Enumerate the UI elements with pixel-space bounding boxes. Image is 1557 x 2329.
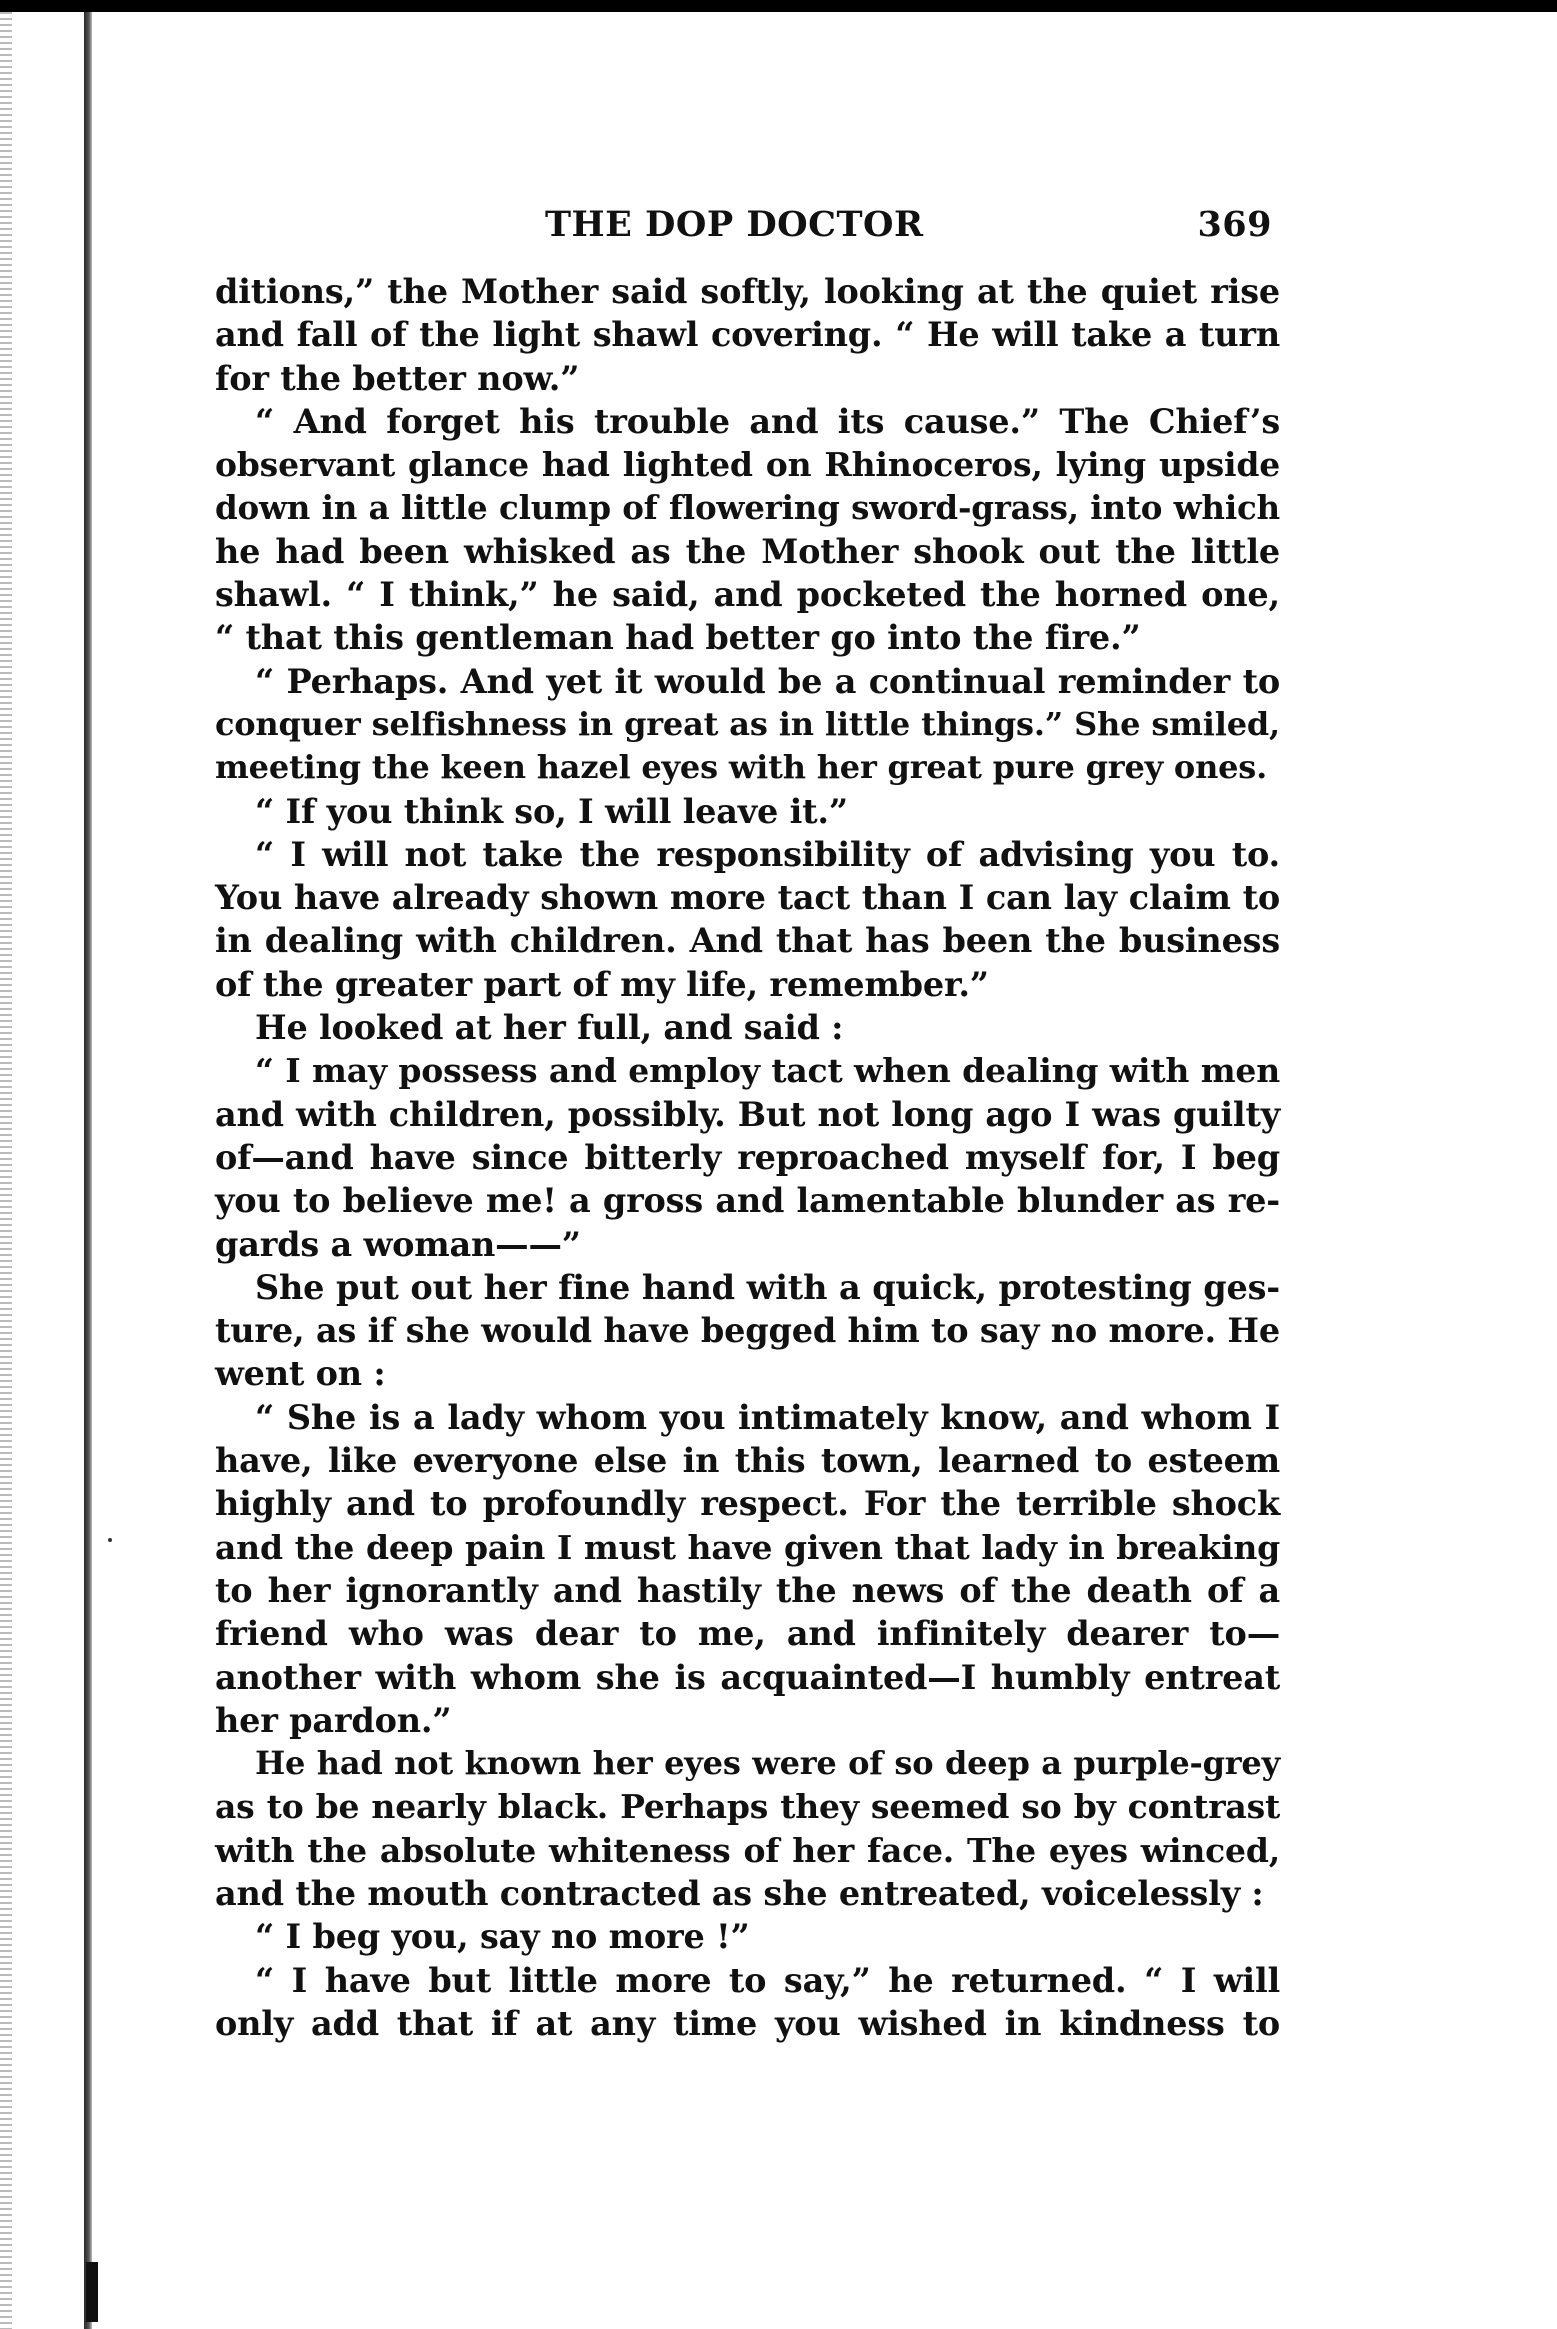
text-line: “ If you think so, I will leave it.” <box>255 791 848 831</box>
text-line: highly and to profoundly respect. For the terrible shock <box>215 1484 1280 1524</box>
text-line: another with whom she is acquainted—I humbly entreat <box>215 1657 1280 1697</box>
running-header <box>215 204 1280 254</box>
text-line: conquer selfishness in great as in little things.” She smiled, <box>215 704 1280 743</box>
text-line: only add that if at any time you wished in kindness to <box>215 2003 1280 2043</box>
binding-blot <box>86 2262 98 2322</box>
text-line: “ I may possess and employ tact when dealing with men <box>255 1051 1280 1091</box>
text-line: “ I will not take the responsibility of advising you to. <box>255 834 1280 874</box>
text-line: he had been whisked as the Mother shook out the little <box>215 531 1280 571</box>
binding-shadow <box>0 12 12 2329</box>
text-line: and the mouth contracted as she entreated, voicelessly : <box>215 1873 1264 1913</box>
text-line: He had not known her eyes were of so deep a purple-grey <box>255 1744 1280 1783</box>
text-line: ditions,” the Mother said softly, looking at the quiet rise <box>215 272 1280 311</box>
text-line: down in a little clump of flowering sword-grass, into which <box>215 488 1280 528</box>
text-line: as to be nearly black. Perhaps they seemed so by contrast <box>215 1787 1280 1827</box>
text-line: friend who was dear to me, and infinitely dearer to— <box>215 1614 1280 1654</box>
text-line: He looked at her full, and said : <box>255 1008 844 1048</box>
text-line: have, like everyone else in this town, learned to esteem <box>215 1441 1280 1481</box>
text-line: observant glance had lighted on Rhinoceros, lying upside <box>215 445 1280 485</box>
text-line: with the absolute whiteness of her face. The eyes winced, <box>215 1830 1280 1870</box>
text-line: of—and have since bitterly reproached myself for, I beg <box>215 1137 1280 1177</box>
text-line: “ I have but little more to say,” he returned. “ I will <box>255 1960 1280 2000</box>
text-line: of the greater part of my life, remember.” <box>215 964 989 1004</box>
text-line: gards a woman——” <box>215 1224 581 1264</box>
text-line: in dealing with children. And that has been the business <box>215 921 1280 961</box>
page-gutter-edge <box>84 12 92 2329</box>
scan-speck <box>108 1538 112 1542</box>
page-top-edge <box>0 0 1557 12</box>
running-title: THE DOP DOCTOR <box>545 204 924 245</box>
text-line: meeting the keen hazel eyes with her great pure grey ones. <box>215 748 1268 787</box>
text-line: You have already shown more tact than I can lay claim to <box>215 878 1280 918</box>
text-line: “ And forget his trouble and its cause.” The Chief’s <box>255 401 1280 441</box>
text-line: “ She is a lady whom you intimately know, and whom I <box>255 1397 1280 1437</box>
text-line: She put out her fine hand with a quick, protesting ges- <box>255 1267 1280 1307</box>
page-number: 369 <box>1197 204 1272 245</box>
text-line: for the better now.” <box>215 358 580 398</box>
text-line: to her ignorantly and hastily the news of the death of a <box>215 1570 1280 1610</box>
text-line: and the deep pain I must have given that lady in breaking <box>215 1527 1280 1567</box>
text-line: you to believe me! a gross and lamentable blunder as re- <box>215 1181 1280 1221</box>
text-line: “ that this gentleman had better go into the fire.” <box>215 618 1141 658</box>
text-line: and fall of the light shawl covering. “ He will take a turn <box>215 315 1280 355</box>
text-line: and with children, possibly. But not long ago I was guilty <box>215 1094 1280 1134</box>
text-line: ture, as if she would have begged him to say no more. He <box>215 1311 1280 1351</box>
text-line: “ I beg you, say no more !” <box>255 1917 750 1957</box>
text-line: her pardon.” <box>215 1700 452 1740</box>
body-text <box>215 270 1280 2045</box>
text-line: “ Perhaps. And yet it would be a continual reminder to <box>255 661 1280 701</box>
text-line: went on : <box>215 1354 386 1394</box>
text-line: shawl. “ I think,” he said, and pocketed the horned one, <box>215 575 1280 615</box>
